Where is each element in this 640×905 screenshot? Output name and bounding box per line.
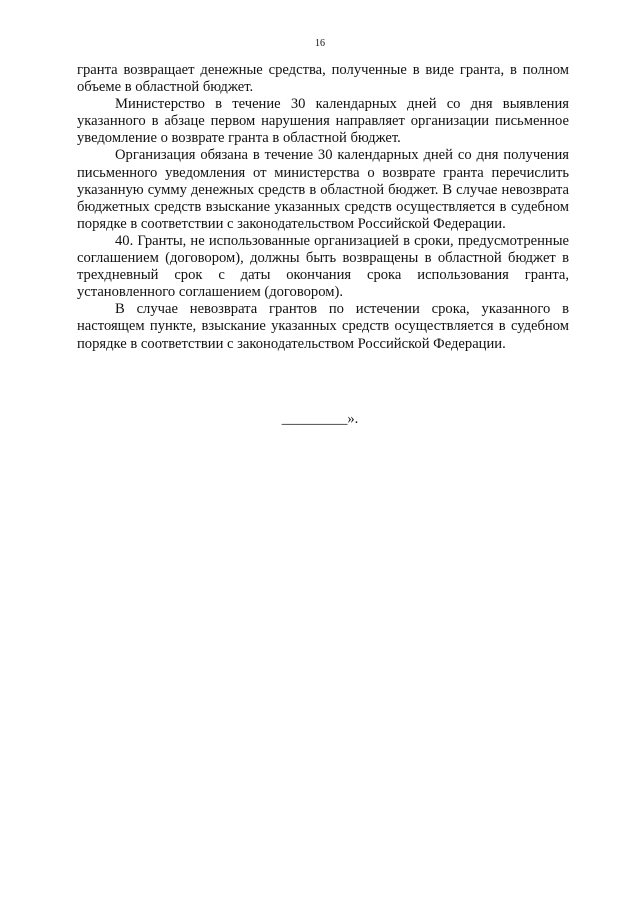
document-signoff: _________». [281,411,359,427]
document-body [77,62,569,353]
paragraph-organization-obligation: Организация обязана в течение 30 календарных дней со дня получения письменного уведомления от министерства о возврате гранта перечислить указанную сумму денежных средств в областной бюджет. В случае невозврата бюджетных средств взыскание указанных средств осуществляется в судебном порядке в соответствии с законодательством Российской Федерации. [77,147,569,232]
paragraph-clause-40: 40. Гранты, не использованные организацией в сроки, предусмотренные соглашением (договором), должны быть возвращены в областной бюджет в трехдневный срок с даты окончания срока использования гранта, установленного соглашением (договором). [77,232,569,301]
paragraph-non-return: В случае невозврата грантов по истечении срока, указанного в настоящем пункте, взыскание указанных средств осуществляется в судебном порядке в соответствии с законодательством Российской Федерации. [77,301,569,352]
page-number: 16 [315,38,325,49]
paragraph-continuation: гранта возвращает денежные средства, полученные в виде гранта, в полном объеме в областной бюджет. [77,62,569,96]
paragraph-ministry-notice: Министерство в течение 30 календарных дней со дня выявления указанного в абзаце первом нарушения направляет организации письменное уведомление о возврате гранта в областной бюджет. [77,96,569,147]
